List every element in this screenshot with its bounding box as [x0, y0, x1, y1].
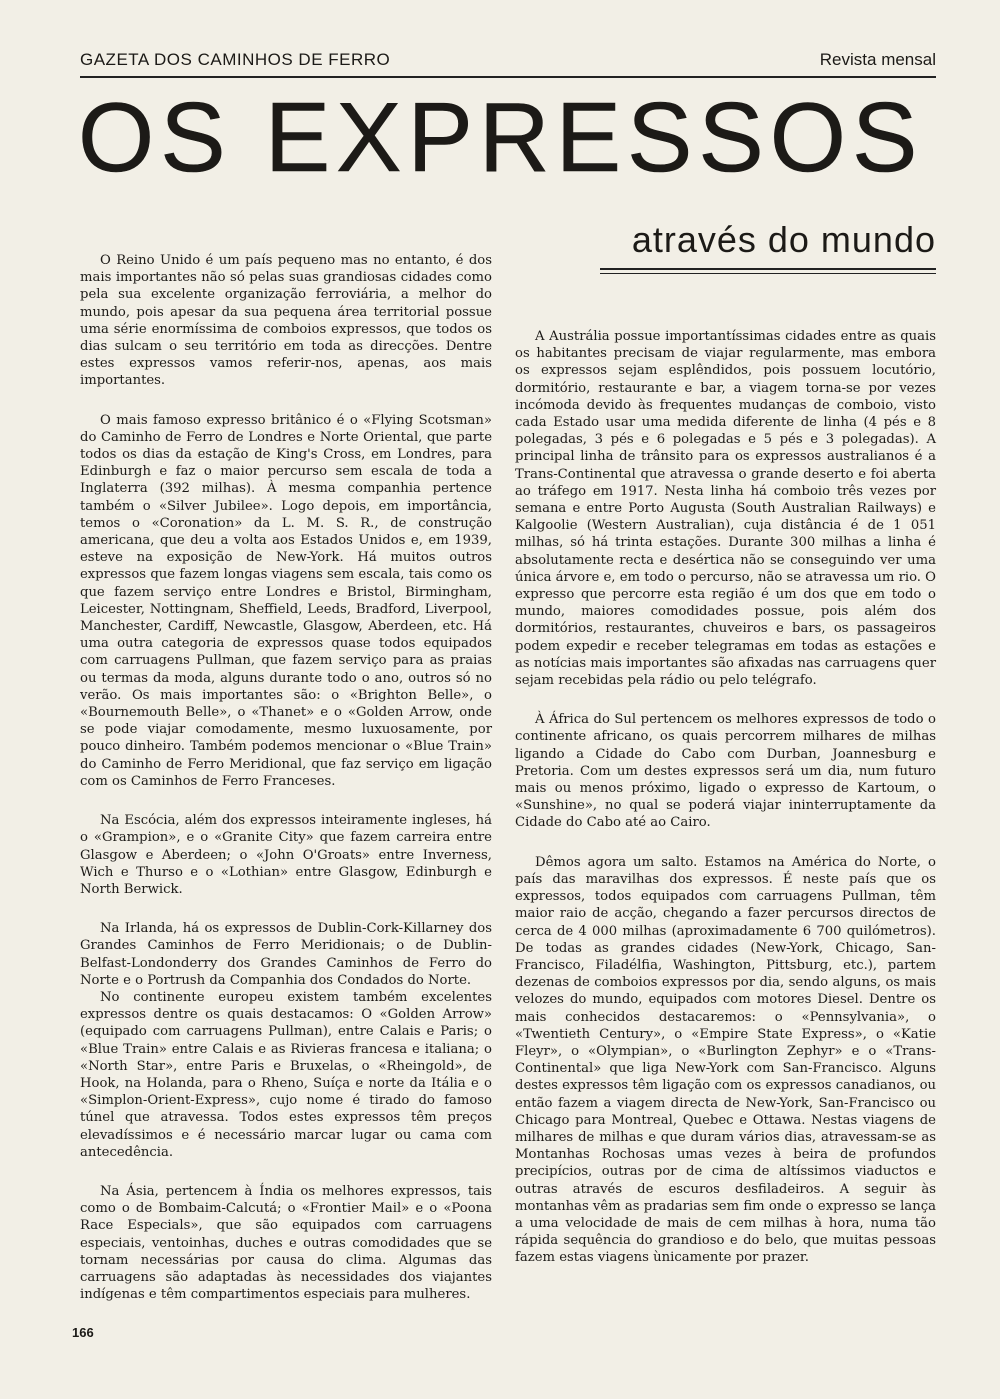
paragraph-australia: A Austrália possue importantíssimas cidades entre as quais os habitantes precisam de viajar regularmente, mas embora os expressos sejam esplêndidos, pois possuem locutório, dormitório, restaurante e bar, a viagem torna-se por vezes incómoda devido às frequentes mudanças de comboio, visto cada Estado usar uma medida diferente de linha (4 pés e 8 polegadas, 3 pés e 6 polegadas e 5 pés e 3 polegadas). A principal linha de trânsito para os expressos australianos é a Trans-Continental que atravessa o grande deserto e foi aberta ao tráfego em 1917. Nesta linha há comboio três vezes por semana e entre Porto Augusta (South Australian Railways) e Kalgoolie (Western Australian), cuja distância é de 1 051 milhas, só há trinta estações. Durante 300 milhas a linha é absolutamente recta e desértica não se conseguindo ver uma única árvore e, em todo o percurso, não se atravessa um rio. O expresso que percorre esta região é um dos que em todo o mundo, maiores comodidades possue, pois além dos dormitórios, restaurantes, chuveiros e bars, os passageiros podem expedir e receber telegramas em todas as estações e as notícias mais importantes são afixadas nas carruagens quer sejam recebidas pela rádio ou pelo telégrafo.	[515, 329, 936, 689]
paragraph-continente: No continente europeu existem também excelentes expressos dentre os quais destacamos: O «Golden Arrow» (equipado com carruagens Pullman), entre Calais e Paris; o «Blue Train» entre Calais e as Rivieras francesa e italiana; o «North Star», entre Paris e Bruxelas, o «Rheingold», de Hook, na Holanda, para o Rheno, Suíça e norte da Itália e o «Simplon-Orient-Express», cujo nome é tirado do famoso túnel que atravessa. Todos estes expressos têm preços elevadíssimos e é necessário marcar lugar ou cama com antecedência.	[80, 989, 492, 1160]
subtitle-block	[600, 219, 936, 274]
paragraph-flying-scotsman: O mais famoso expresso britânico é o «Flying Scotsman» do Caminho de Ferro de Londres e Norte Oriental, que parte todos os dias da estação de King's Cross, em Londres, para Edinburgh e faz o maior percurso sem escala de toda a Inglaterra (392 milhas). À mesma companhia pertence também o «Silver Jubilee». Logo depois, em importância, temos o «Coronation» da L. M. S. R., de construção americana, que deu a volta aos Estados Unidos e, em 1939, esteve na exposição de New-York. Há muitos outros expressos que fazem longas viagens sem escala, tais como os que fazem serviço entre Londres e Bristol, Birmingham, Leicester, Nottingnam, Sheffield, Leeds, Bradford, Liverpool, Manchester, Cardiff, Newcastle, Glasgow, Aberdeen, etc. Há uma outra categoria de expressos quase todos equipados com carruagens Pullman, que fazem serviço para as praias ou termas da moda, alguns durante todo o ano, outros só no verão. Os mais importantes são: o «Brighton Belle», o «Bournemouth Belle», o «Thanet» e o «Golden Arrow, onde se pode viajar comodamente, mesmo luxuosamente, por pouco dinheiro. Também podemos mencionar o «Blue Train» do Caminho de Ferro Meridional, que faz serviço em ligação com os Caminhos de Ferro Franceses.	[80, 412, 492, 789]
article-subtitle: através do mundo	[631, 219, 936, 260]
paragraph-america-do-norte: Dêmos agora um salto. Estamos na América do Norte, o país das maravilhas dos expressos. É neste país que os expressos, todos equipados com carruagens Pullman, têm maior raio de acção, chegando a fazer percursos directos de cerca de 4 000 milhas (aproximadamente 6 700 quilómetros). De todas as grandes cidades (New-York, Chicago, San-Francisco, Filadélfia, Washington, Pittsburg, etc.), partem dezenas de comboios expressos por dia, sendo alguns, os mais velozes do mundo, equipados com motores Diesel. Dentre os mais conhecidos destacaremos: o «Pennsylvania», o «Twentieth Century», o «Empire State Express», o «Katie Fleyr», o «Olympian», o «Burlington Zephyr» e o «Trans-Continental» que liga New-York com San-Francisco. Alguns destes expressos têm ligação com os expressos canadianos, ou então fazem a viagem directa de New-York, San-Francisco ou Chicago para Montreal, Quebec e Ottawa. Nestas viagens de milhares de milhas e que duram vários dias, atravessam-se as Montanhas Rochosas umas vezes à beira de profundos precipícios, outras por de cima de altíssimos viaductos e outras através de escuros desfiladeiros. A seguir às montanhas vêm as pradarias sem fim onde o expresso se lança a uma velocidade de mais de cem milhas à hora, numa tão rápida sequência do grandioso e do belo, que muitas pessoas fazem estas viagens ùnicamente por prazer.	[515, 854, 936, 1266]
paragraph-escocia: Na Escócia, além dos expressos inteiramente ingleses, há o «Grampion», e o «Granite City» que fazem carreira entre Glasgow e Aberdeen; o «John O'Groats» entre Inverness, Wich e Thurso e o «Lothian» entre Glasgow, Edinburgh e North Berwick.	[80, 813, 492, 897]
publication-name: GAZETA DOS CAMINHOS DE FERRO	[80, 50, 391, 69]
publication-type: Revista mensal	[819, 50, 936, 69]
page-number: 166	[72, 1325, 94, 1340]
subtitle-rule-thin	[600, 273, 936, 274]
paragraph-irlanda: Na Irlanda, há os expressos de Dublin-Cork-Killarney dos Grandes Caminhos de Ferro Meridionais; o de Dublin-Belfast-Londonderry dos Grandes Caminhos de Ferro do Norte e o Portrush da Companhia dos Condados do Norte.	[80, 921, 492, 988]
subtitle-rule	[600, 268, 936, 270]
right-column	[515, 328, 936, 1267]
article-title: OS EXPRESSOS	[78, 82, 924, 192]
running-header	[80, 48, 936, 78]
paragraph-asia: Na Ásia, pertencem à Índia os melhores expressos, tais como o de Bombaim-Calcutá; o «Frontier Mail» e o «Poona Race Especials», que são equipados com carruagens especiais, ventoinhas, duches e outras comodidades que se tornam necessárias por causa do clima. Algumas das carruagens são adaptadas às necessidades dos viajantes indígenas e têm compartimentos especiais para mulheres.	[80, 1183, 492, 1303]
left-column	[80, 252, 492, 1303]
paragraph-reino-unido: O Reino Unido é um país pequeno mas no entanto, é dos mais importantes não só pelas suas grandiosas cidades como pela sua excelente organização ferroviária, a melhor do mundo, pois apesar da sua pequena área territorial possue uma série enormíssima de comboios expressos, que todos os dias sulcam o seu território em toda as direcções. Dentre estes expressos vamos referir-nos, apenas, aos mais importantes.	[80, 253, 492, 389]
paragraph-africa-do-sul: À África do Sul pertencem os melhores expressos de todo o continente africano, os quais percorrem milhares de milhas ligando a Cidade do Cabo com Durban, Joannesburg e Pretoria. Com um destes expressos será um dia, num futuro mais ou menos próximo, ligado o expresso de Kartoum, o «Sunshine», no qual se poderá viajar ininterruptamente da Cidade do Cabo até ao Cairo.	[515, 712, 936, 831]
